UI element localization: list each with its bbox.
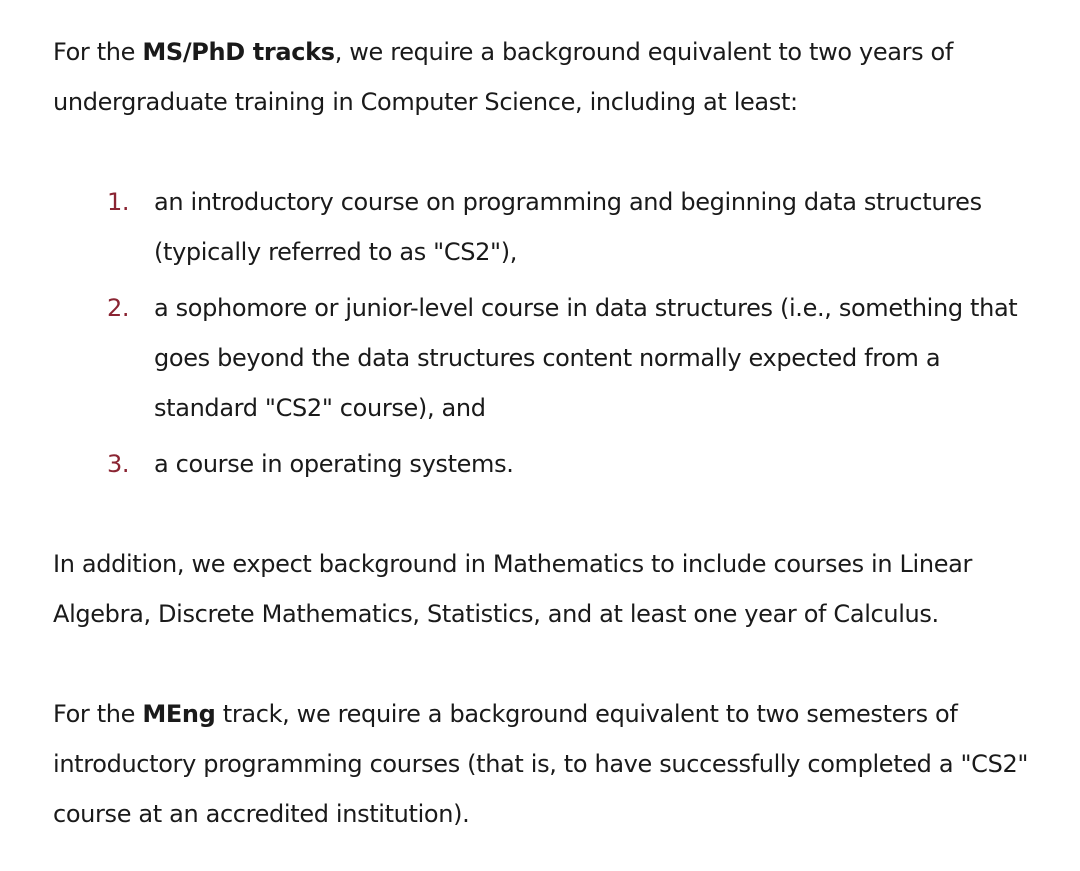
meng-paragraph (53, 689, 1043, 839)
list-number: 3. (107, 450, 130, 478)
list-item (53, 439, 1043, 489)
ms-phd-lead: For the (53, 38, 143, 66)
list-item-text: a course in operating systems. (154, 450, 514, 478)
list-number: 2. (107, 294, 130, 322)
ms-phd-track-name: MS/PhD tracks (142, 38, 335, 66)
list-item-text: an introductory course on programming and beginning data structures (typically referred to as "CS2"), (154, 188, 982, 266)
list-item (53, 283, 1043, 433)
ms-phd-rest: , we require a background equivalent to two years of undergraduate training in Computer Science, including at least: (53, 38, 953, 116)
ms-phd-paragraph (53, 27, 1043, 127)
meng-lead: For the (53, 700, 143, 728)
meng-rest: track, we require a background equivalent to two semesters of introductory programming courses (that is, to have successfully completed a "CS2" course at an accredited institution). (53, 700, 1029, 828)
list-item-text: a sophomore or junior-level course in data structures (i.e., something that goes beyond the data structures content normally expected from a standard "CS2" course), and (154, 294, 1018, 422)
list-item (53, 177, 1043, 277)
requirements-list (53, 177, 1043, 489)
list-number: 1. (107, 188, 130, 216)
meng-track-name: MEng (142, 700, 216, 728)
requirements-content (53, 27, 1043, 839)
math-paragraph: In addition, we expect background in Mathematics to include courses in Linear Algebra, Discrete Mathematics, Statistics, and at least one year of Calculus. (53, 550, 972, 628)
